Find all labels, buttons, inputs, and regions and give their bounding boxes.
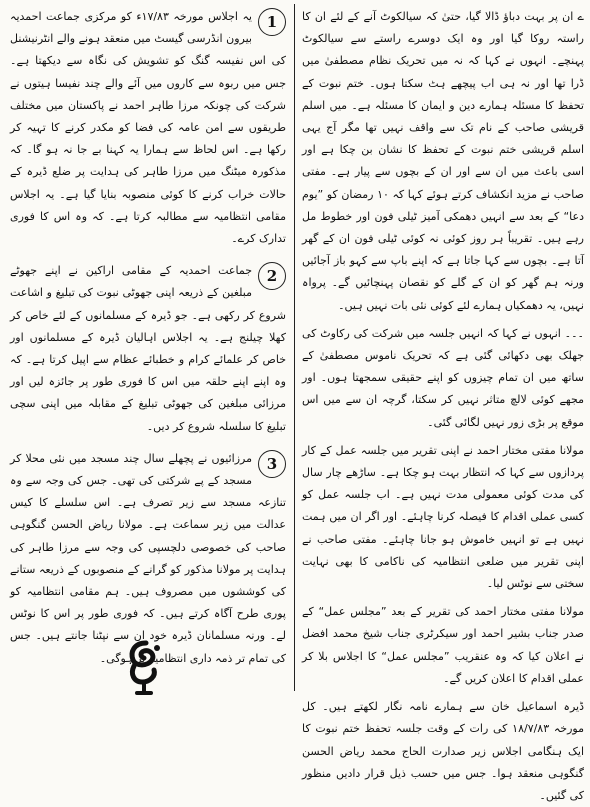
resolution-text: مرزائیوں نے پچھلے سال چند مسجد میں نئی محلا کر مسجد کے پے شرکتی کی تھی۔ جس کی وجہ سے وہ تنازعہ مسجد سے زیر تصرف ہے۔ اس سلسلے کا کیس عدالت میں زیر سماعت ہے۔ مولانا ریاض الحسن گنگوہی صاحب کی خصوصی دلچسپی کی وجہ سے مرزا طاہر کی ہدایت پر مولانا مذکور کو گرانے کے منصوبوں کے ذریعہ ستانے کی کوششوں میں مصروف ہیں۔ ہم مقامی انتظامیہ کو پوری طرح آگاہ کرتے ہیں۔ کہ فوری طور پر اس کا نوٹس لے۔ ورنہ مسلمانان ڈیرہ خود ان سے نپٹنا جانتے ہیں۔ جس کی تمام تر ذمہ داری انتظامیہ پر ہوگی۔ <box>10 451 286 665</box>
article-paragraph: ۔۔۔ انہوں نے کہا کہ انہیں جلسہ میں شرکت کی رکاوٹ کی جھلک بھی دکھائی گئی ہے کہ تحریک ناموس مصطفیٰ کے ساتھ میں ان تمام چیزوں کو اپنے حقیقی سمجھتا ہوں۔ اور مجھے کوئی لالچ متاثر نہیں کر سکتا، گرچہ ان سے میں اس موقع پر بڑی زور نہیں لگائی گئی۔ <box>302 326 584 429</box>
resolution-number-badge: 2 <box>258 262 286 290</box>
resolution-item <box>10 6 286 250</box>
resolution-item <box>10 448 286 670</box>
article-paragraph: مولانا مفتی مختار احمد نے اپنی تقریر میں جلسہ عمل کے کار پردازوں سے کہا کہ انتظار بہت ہو چکا ہے۔ ساڑھے چار سال کی مدت کوئی معمولی مدت نہیں ہے۔ اب جلسہ عمل کو کسی عملی اقدام کا فیصلہ کرنا چاہئے۔ اور اگر ان میں ہمت نہیں ہے تو انہیں خاموش ہو جانا چاہئے۔ مفتی صاحب نے اپنی تقریر میں ضلعی انتظامیہ کی ناکامی کا بھی نہایت سختی سے نوٹس لیا۔ <box>302 443 584 591</box>
article-paragraph: ے ان پر بہت دباؤ ڈالا گیا، حتیٰ کہ سیالکوٹ آنے کے لئے ان کا راستہ روکا گیا اور وہ ایک دوسرے راستے سے سیالکوٹ پہنچے۔ انہوں نے کہا کہ نہ میں تحریک نظام مصطفیٰ میں ڈرا تھا اور نہ ہی اب پیچھے ہٹ سکتا ہوں۔ ختم نبوت کے تحفظ کا مسئلہ ہمارے دین و ایمان کا مسئلہ ہے۔ میں اسلم قریشی صاحب کے نام تک سے واقف نہیں تھا مگر آج یہی اسلم قریشی ختم نبوت کے تحفظ کا نشان بن چکا ہے اور اسی باعث میں ان سے اور ان کے بچوں سے پیار ہے۔ مفتی صاحب نے مزید انکشاف کرتے ہوئے کہا کہ ۱۰ رمضان کو ”یوم دعا“ کے بعد سے انہیں دھمکی آمیز ٹیلی فون اور خطوط مل رہے ہیں۔ تقریباً ہر روز کوئی نہ کوئی ٹیلی فون ان کے گھر آتا ہے۔ بچوں سے کہا جاتا ہے کہ اپنے باپ سے کہو باز آجائیں ورنہ ہم گھر کو ان کے گلے کو نقصان پہنچائیں گے۔ پرواہ نہیں، یہ دھمکیاں ہمارے لئے کوئی نئی بات نہیں ہیں۔ <box>302 10 584 312</box>
resolution-number-badge: 3 <box>258 450 286 478</box>
resolution-text: جماعت احمدیہ کے مقامی اراکین نے اپنے جھوٹے مبلغین کے ذریعہ اپنی جھوٹی نبوت کی تبلیغ و اشاعت شروع کر رکھی ہے۔ جو ڈیرہ کے مسلمانوں کے لئے خاص کر کھلا چیلنج ہے۔ یہ اجلاس اہالیان ڈیرہ کے مسلمانوں اور خاص کر علمائے کرام و خطبائے عظام سے اپیل کرتا ہے۔ کہ وہ اپنے اپنے حلقہ میں اس کا فوری طور پر جائزہ لیں اور مرزائی مبلغین کی جھوٹی تبلیغ کے مقابلہ میں اپنی سچی تبلیغ کا سلسلہ شروع کر دیں۔ <box>10 264 286 433</box>
resolution-item <box>10 260 286 438</box>
decorative-emblem-icon <box>126 640 166 696</box>
resolution-text: یہ اجلاس مورخہ ۱۷/۸۳ء کو مرکزی جماعت احمدیہ بیرون انڈرسی گیسٹ میں منعقد ہونے والے انٹرنیشنل کی اس نفیسہ گنگ کو تشویش کی نگاہ سے دیکھتا ہے۔ جس میں ربوہ سے کاروں میں آئے والے چند نفیسا ہیتوں نے شرکت کی چونکہ مرزا طاہر احمد نے پاکستان میں مختلف طریقوں سے امن عامہ کی فضا کو مکدر کرنے کا تہیہ کر رکھا ہے۔ اس لحاظ سے ہمارا یہ کہنا بے جا نہ ہو گا۔ کہ مذکورہ میٹنگ میں مرزا طاہر کی ہدایت پر ضلع ڈیرہ کے حالات خراب کرنے کا کوئی منصوبہ بنایا گیا ہے۔ یہ اجلاس مقامی انتظامیہ سے مطالبہ کرتا ہے۔ کہ وہ اس کا فوری تدارک کرے۔ <box>10 10 286 246</box>
resolution-number-badge: 1 <box>258 8 286 36</box>
article-paragraph: مولانا مفتی مختار احمد کی تقریر کے بعد ”مجلس عمل“ کے صدر جناب بشیر احمد اور سیکرٹری جناب شیخ محمد افضل نے اعلان کیا کہ وہ عنقریب ”مجلس عمل“ کا اجلاس بلا کر عملی اقدام کا اعلان کریں گے۔ <box>302 605 584 685</box>
left-column <box>10 6 286 691</box>
right-column <box>302 6 584 802</box>
column-divider <box>294 4 295 691</box>
article-paragraph: ڈیرہ اسماعیل خان سے ہمارے نامہ نگار لکھتے ہیں۔ کل مورخہ ۱۸/۷/۸۳ کی رات کے وقت جلسہ تحفظ ختم نبوت کا ایک ہنگامی اجلاس زیر صدارت الحاج محمد ریاض الحسن گنگوہی منعقد ہوا۔ جس میں حسب ذیل قرار دادیں منظور کی گئیں۔ <box>302 700 584 802</box>
